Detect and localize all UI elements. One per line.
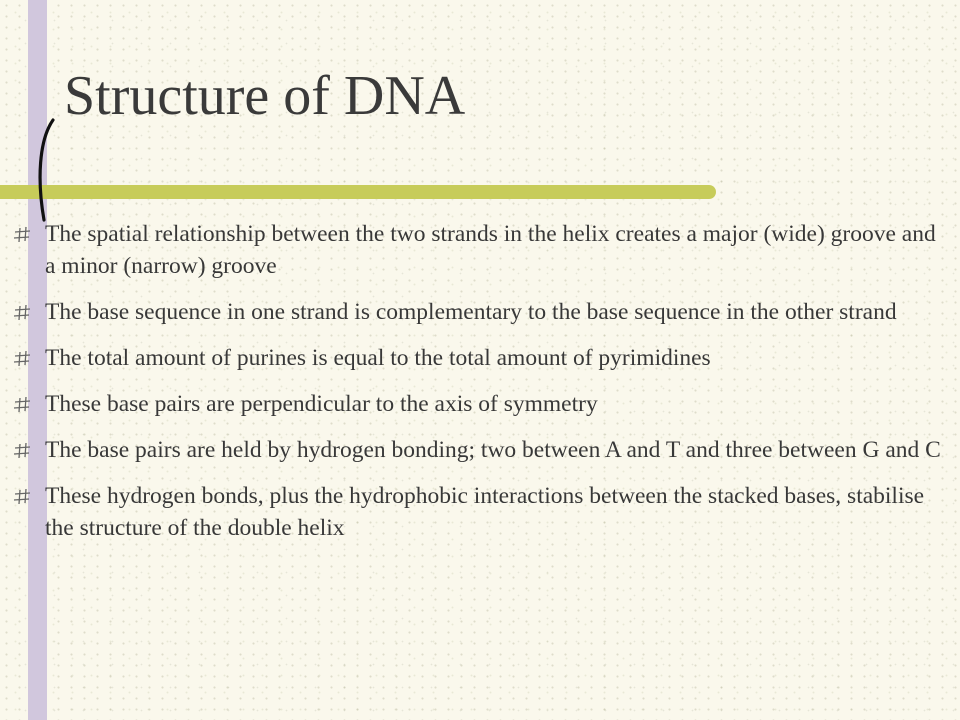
bullet-text: The base pairs are held by hydrogen bonding; two between A and T and three between G and C	[45, 437, 941, 463]
hash-icon	[13, 488, 31, 506]
bullet-text: These hydrogen bonds, plus the hydrophobic interactions between the stacked bases, stabilise the structure of the double helix	[45, 483, 925, 541]
bullet-text: These base pairs are perpendicular to the axis of symmetry	[45, 391, 598, 417]
bracket-ornament	[33, 118, 57, 222]
horizontal-accent-bar	[0, 185, 716, 199]
bullet-item	[0, 388, 960, 420]
bullet-text: The base sequence in one strand is complementary to the base sequence in the other strand	[45, 299, 897, 325]
bullet-item	[0, 434, 960, 466]
hash-icon	[13, 396, 31, 414]
hash-icon	[13, 442, 31, 460]
bullet-text: The total amount of purines is equal to the total amount of pyrimidines	[45, 345, 711, 371]
bullet-item	[0, 342, 960, 374]
bullet-item	[0, 480, 960, 544]
bullet-list	[0, 218, 960, 558]
hash-icon	[13, 226, 31, 244]
hash-icon	[13, 304, 31, 322]
bullet-item	[0, 296, 960, 328]
bullet-text: The spatial relationship between the two strands in the helix creates a major (wide) groove and a minor (narrow) groove	[45, 221, 936, 279]
hash-icon	[13, 350, 31, 368]
slide-title: Structure of DNA	[64, 65, 466, 127]
bullet-item	[0, 218, 960, 282]
